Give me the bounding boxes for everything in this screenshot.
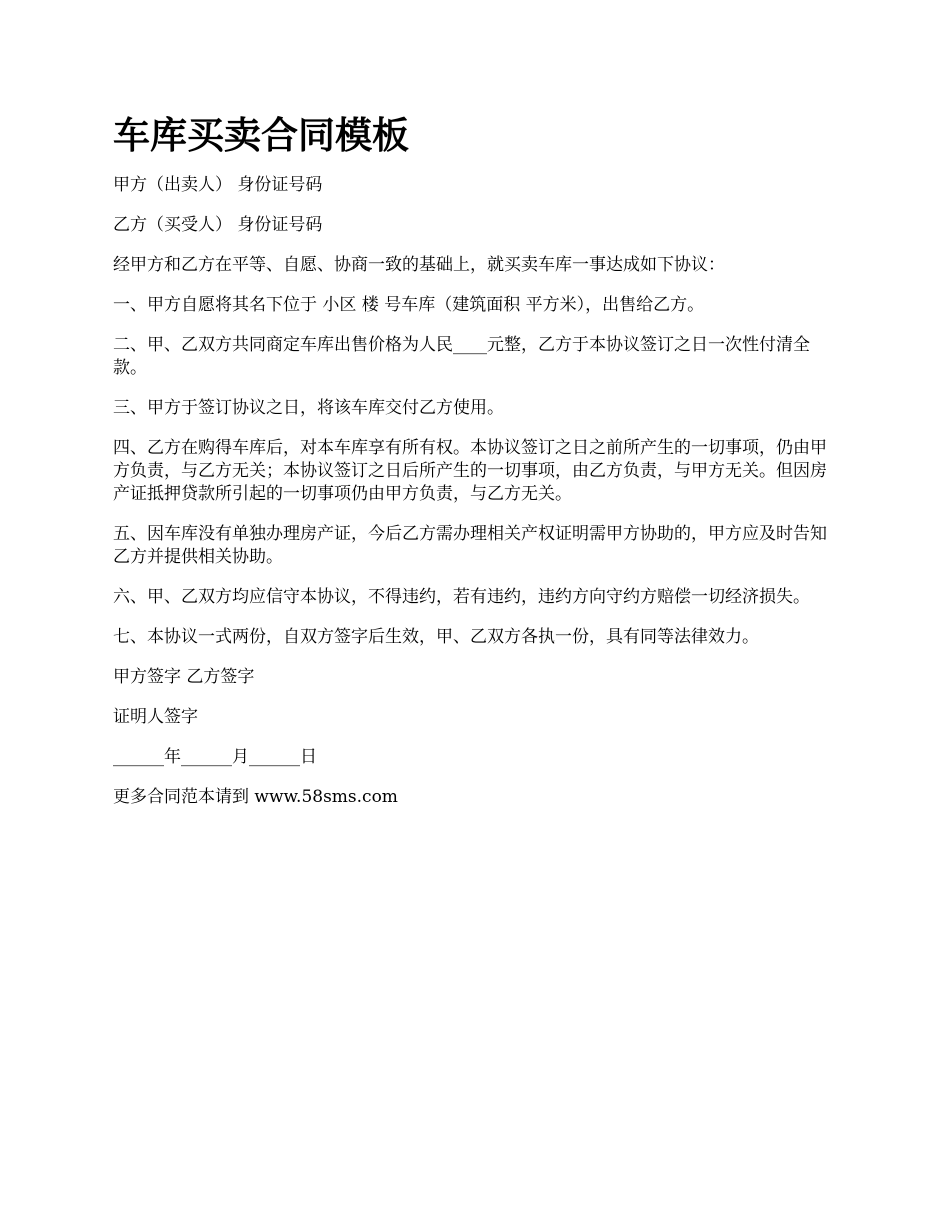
party-a-line: 甲方（出卖人） 身份证号码 — [113, 175, 323, 195]
clause-6: 六、甲、乙双方均应信守本协议，不得违约，若有违约，违约方向守约方赔偿一切经济损失。 — [113, 587, 810, 607]
clause-4: 四、乙方在购得车库后，对本车库享有所有权。本协议签订之日之前所产生的一切事项，仍由甲方负责，与乙方无关；本协议签订之日后所产生的一切事项，由乙方负责，与甲方无关。但因房产证抵押贷款所引起的一切事项仍由甲方负责，与乙方无关。 — [113, 438, 827, 504]
preamble: 经甲方和乙方在平等、自愿、协商一致的基础上，就买卖车库一事达成如下协议： — [113, 255, 725, 275]
document-title: 车库买卖合同模板 — [113, 114, 409, 157]
clause-5: 五、因车库没有单独办理房产证，今后乙方需办理相关产权证明需甲方协助的，甲方应及时告知乙方并提供相关协助。 — [113, 524, 827, 567]
clause-3: 三、甲方于签订协议之日，将该车库交付乙方使用。 — [113, 398, 504, 418]
document-page — [113, 112, 843, 826]
date-line: ______年______月______日 — [113, 747, 317, 767]
clause-2: 二、甲、乙双方共同商定车库出售价格为人民____元整，乙方于本协议签订之日一次性付清全款。 — [113, 335, 810, 378]
footer-note: 更多合同范本请到 www.58sms.com — [113, 787, 398, 807]
clause-7: 七、本协议一式两份，自双方签字后生效，甲、乙双方各执一份，具有同等法律效力。 — [113, 627, 759, 647]
party-b-line: 乙方（买受人） 身份证号码 — [113, 215, 323, 235]
witness-line: 证明人签字 — [113, 707, 198, 727]
clause-1: 一、甲方自愿将其名下位于 小区 楼 号车库（建筑面积 平方米），出售给乙方。 — [113, 295, 705, 315]
signature-line: 甲方签字 乙方签字 — [113, 667, 255, 687]
